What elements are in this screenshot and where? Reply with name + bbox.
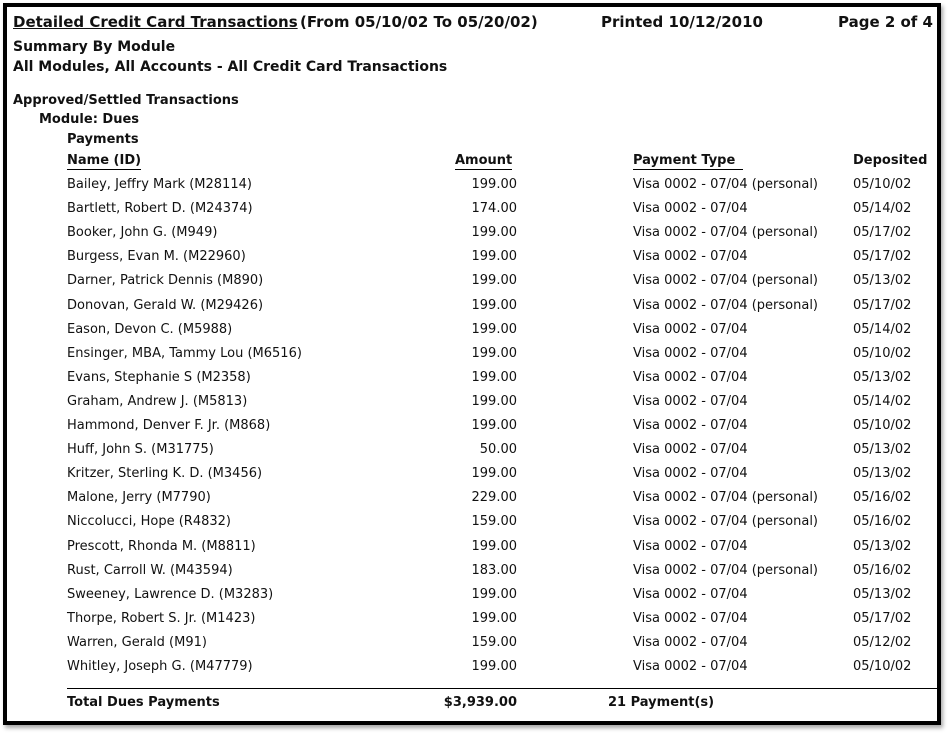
report-title: Detailed Credit Card Transactions [13,13,298,31]
row-amount: 199.00 [471,369,517,385]
row-payment-type: Visa 0002 - 07/04 [633,321,748,337]
table-row [7,466,937,490]
row-payment-type: Visa 0002 - 07/04 [633,418,748,433]
row-amount: 183.00 [471,562,517,578]
row-deposited: 05/17/02 [853,249,912,265]
row-payment-type: Visa 0002 - 07/04 (personal) [633,297,819,313]
row-deposited: 05/10/02 [853,177,912,192]
row-payment-type: Visa 0002 - 07/04 [633,201,748,217]
row-name: Sweeney, Lawrence D. (M3283) [67,586,274,602]
row-payment-type: Visa 0002 - 07/04 [633,634,748,650]
table-row [7,322,937,346]
row-deposited: 05/16/02 [853,490,912,506]
row-amount: 199.00 [471,345,517,361]
row-deposited: 05/17/02 [853,610,912,626]
row-amount: 199.00 [471,273,517,289]
row-name: Ensinger, MBA, Tammy Lou (M6516) [67,345,302,361]
row-name: Evans, Stephanie S (M2358) [67,369,251,385]
row-name: Whitley, Joseph G. (M47779) [67,659,253,674]
row-deposited: 05/13/02 [853,538,912,554]
row-deposited: 05/16/02 [853,562,912,578]
row-name: Booker, John G. (M949) [67,225,218,241]
row-amount: 229.00 [471,490,517,506]
row-name: Rust, Carroll W. (M43594) [67,562,233,578]
summary-scope: All Modules, All Accounts - All Credit Card Transactions [13,59,448,75]
table-row [7,587,937,611]
row-payment-type: Visa 0002 - 07/04 (personal) [633,490,819,506]
table-row [7,635,937,659]
row-payment-type: Visa 0002 - 07/04 [633,659,748,674]
row-payment-type: Visa 0002 - 07/04 (personal) [633,273,819,289]
table-row [7,273,937,297]
row-amount: 199.00 [471,225,517,241]
table-row [7,298,937,322]
row-deposited: 05/10/02 [853,659,912,674]
row-name: Prescott, Rhonda M. (M8811) [67,538,256,554]
row-payment-type: Visa 0002 - 07/04 [633,249,748,265]
row-amount: 199.00 [471,393,517,409]
table-row [7,370,937,394]
row-amount: 174.00 [471,201,517,217]
row-deposited: 05/10/02 [853,345,912,361]
row-payment-type: Visa 0002 - 07/04 [633,610,748,626]
total-label: Total Dues Payments [67,695,220,710]
total-count: 21 Payment(s) [608,695,715,710]
section-status: Approved/Settled Transactions [13,93,239,108]
row-name: Hammond, Denver F. Jr. (M868) [67,418,271,433]
table-row [7,201,937,225]
date-range: (From 05/10/02 To 05/20/02) [300,13,538,31]
row-deposited: 05/17/02 [853,225,912,241]
column-header-amount: Amount [455,153,513,168]
row-deposited: 05/13/02 [853,442,912,458]
table-row [7,514,937,538]
row-name: Burgess, Evan M. (M22960) [67,249,246,265]
report-frame [3,3,941,725]
printed-date: Printed 10/12/2010 [601,13,763,31]
row-amount: 159.00 [471,514,517,530]
row-name: Graham, Andrew J. (M5813) [67,393,248,409]
row-amount: 199.00 [471,177,517,192]
table-row [7,225,937,249]
row-deposited: 05/14/02 [853,321,912,337]
row-name: Niccolucci, Hope (R4832) [67,514,231,530]
row-amount: 199.00 [471,297,517,313]
row-payment-type: Visa 0002 - 07/04 (personal) [633,177,819,192]
summary-heading: Summary By Module [13,39,176,55]
table-row [7,490,937,514]
table-row [7,346,937,370]
row-name: Malone, Jerry (M7790) [67,490,211,506]
row-amount: 50.00 [479,442,517,458]
row-payment-type: Visa 0002 - 07/04 [633,369,748,385]
row-amount: 199.00 [471,466,517,482]
row-payment-type: Visa 0002 - 07/04 [633,538,748,554]
row-deposited: 05/12/02 [853,634,912,650]
row-payment-type: Visa 0002 - 07/04 (personal) [633,562,819,578]
table-row [7,177,937,201]
row-payment-type: Visa 0002 - 07/04 [633,393,748,409]
table-row [7,418,937,442]
row-deposited: 05/13/02 [853,369,912,385]
group-label: Payments [67,132,139,147]
row-deposited: 05/14/02 [853,393,912,409]
page-number: Page 2 of 4 [838,13,933,31]
row-payment-type: Visa 0002 - 07/04 (personal) [633,225,819,241]
row-payment-type: Visa 0002 - 07/04 [633,466,748,482]
row-amount: 199.00 [471,610,517,626]
row-payment-type: Visa 0002 - 07/04 [633,345,748,361]
row-deposited: 05/13/02 [853,273,912,289]
row-name: Thorpe, Robert S. Jr. (M1423) [67,610,256,626]
row-amount: 199.00 [471,586,517,602]
row-name: Eason, Devon C. (M5988) [67,321,233,337]
row-payment-type: Visa 0002 - 07/04 [633,442,748,458]
table-row [7,563,937,587]
table-row [7,611,937,635]
row-deposited: 05/13/02 [853,586,912,602]
column-header-deposited: Deposited [853,153,928,168]
column-header-name: Name (ID) [67,153,142,168]
row-payment-type: Visa 0002 - 07/04 (personal) [633,514,819,530]
total-amount: $3,939.00 [443,695,517,710]
row-name: Warren, Gerald (M91) [67,634,207,650]
row-deposited: 05/10/02 [853,418,912,433]
row-payment-type: Visa 0002 - 07/04 [633,586,748,602]
row-name: Kritzer, Sterling K. D. (M3456) [67,466,263,482]
row-amount: 199.00 [471,249,517,265]
row-amount: 199.00 [471,321,517,337]
table-row [7,249,937,273]
row-amount: 199.00 [471,538,517,554]
row-amount: 199.00 [471,418,517,433]
row-name: Darner, Patrick Dennis (M890) [67,273,264,289]
table-row [7,394,937,418]
row-amount: 199.00 [471,659,517,674]
table-row [7,539,937,563]
row-name: Huff, John S. (M31775) [67,442,214,458]
module-label: Module: Dues [39,112,140,127]
row-name: Bartlett, Robert D. (M24374) [67,201,253,217]
row-name: Bailey, Jeffry Mark (M28114) [67,177,252,192]
row-deposited: 05/13/02 [853,466,912,482]
row-deposited: 05/17/02 [853,297,912,313]
table-row [7,442,937,466]
total-divider [67,688,937,689]
table-row [7,659,937,683]
row-name: Donovan, Gerald W. (M29426) [67,297,264,313]
row-amount: 159.00 [471,634,517,650]
row-deposited: 05/16/02 [853,514,912,530]
column-header-payment-type: Payment Type [633,153,743,170]
row-deposited: 05/14/02 [853,201,912,217]
